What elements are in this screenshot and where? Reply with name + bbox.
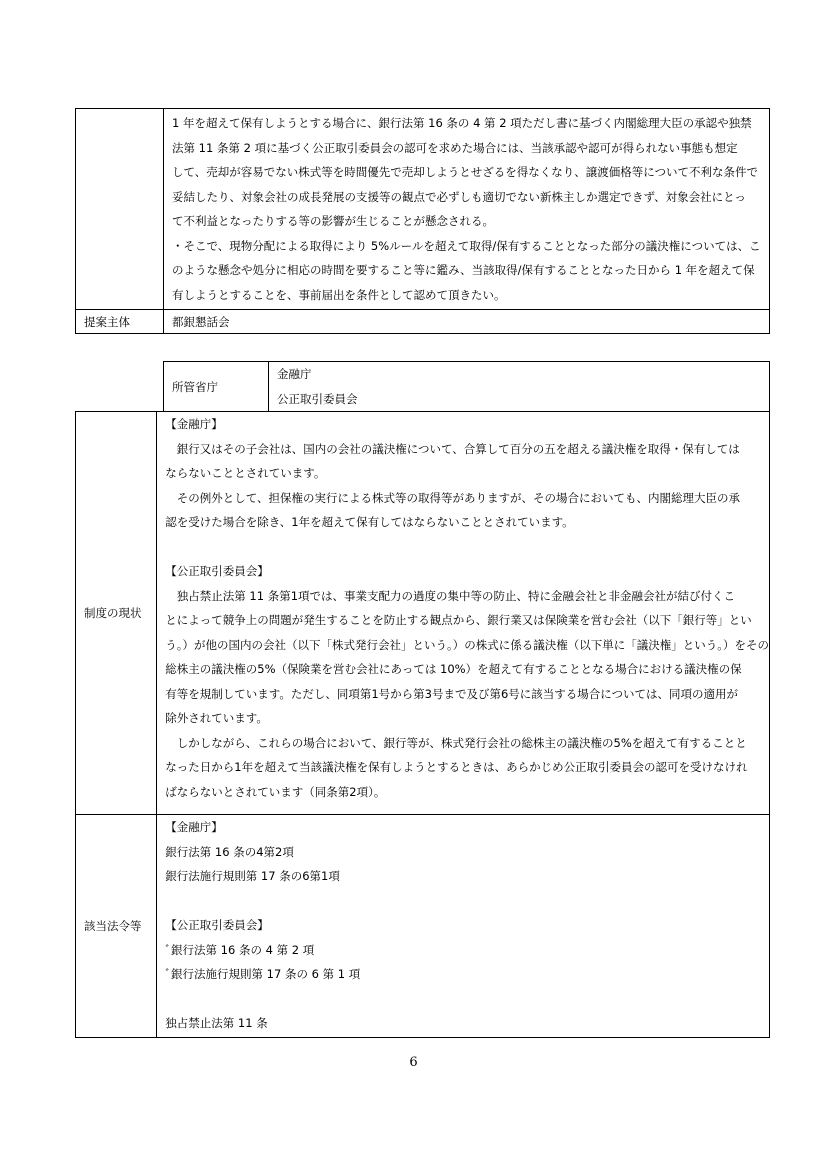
law-line: 独占禁止法第 11 条 xyxy=(165,1016,268,1030)
current-system-line: 銀行又はその子会社は、国内の会社の議決権について、合算して百分の五を超える議決権を取得・保有しては xyxy=(165,441,740,456)
current-system-line: 認を受けた場合を除き、1年を超えて保有してはならないこととされています。 xyxy=(165,515,574,529)
current-system-line: 有等を規制しています。ただし、同項第1号から第3号まで及び第6号に該当する場合については、同項の適用が xyxy=(165,686,739,701)
law-line xyxy=(165,889,769,914)
proposal-text-line: て不利益となったりする等の影響が生じることが懸念される。 xyxy=(172,214,494,228)
ministry-table xyxy=(163,361,770,412)
proposal-text-line: 有しようとすることを、事前届出を条件として認めて頂きたい。 xyxy=(172,287,506,302)
proposal-text-line: のような懸念や処分に相応の時間を要すること等に鑑み、当該取得/保有することとなった日から 1 年を超えて保 xyxy=(172,263,755,277)
law-line: 銀行法施行規則第 17 条の6第1項 xyxy=(165,869,340,883)
proposal-text-line: して、売却が容易でない株式等を時間優先で売却しようとせざるを得なくなり、譲渡価格等について不利な条件で xyxy=(172,165,759,179)
proposal-table xyxy=(75,108,770,334)
current-system-text xyxy=(165,412,769,804)
law-line: 【金融庁】 xyxy=(165,820,223,834)
current-system-line: ならないこととされています。 xyxy=(165,466,326,480)
law-line: 【公正取引委員会】 xyxy=(165,918,269,932)
current-system-line: 総株主の議決権の5%（保険業を営む会社にあっては 10%）を超えて有することとなる場合における議決権の保 xyxy=(165,662,742,676)
proposal-text-line: 法第 11 条第 2 項に基づく公正取引委員会の認可を求めた場合には、当該承認や認可が得られない事態も想定 xyxy=(172,140,738,155)
proposal-text-line: ・そこで、現物分配による取得により 5%ルールを超えて取得/保有することとなった部分の議決権については、こ xyxy=(172,238,761,253)
proposer-value: 都銀懇話会 xyxy=(164,310,770,334)
current-system-line: 独占禁止法第 11 条第1項では、事業支配力の過度の集中等の防止、特に金融会社と非金融会社が結び付くこ xyxy=(165,588,736,603)
ministry-value-2: 公正取引委員会 xyxy=(277,391,358,406)
law-line: ﾞ銀行法第 16 条の 4 第 2 項 xyxy=(165,942,315,957)
current-system-line: とによって競争上の問題が発生することを防止する観点から、銀行業又は保険業を営む会社（以下「銀行等」とい xyxy=(165,613,752,627)
laws-text xyxy=(165,815,769,1036)
current-system-line: 【公正取引委員会】 xyxy=(165,564,269,578)
system-table xyxy=(75,411,770,1038)
law-line: 銀行法第 16 条の4第2項 xyxy=(165,844,294,859)
proposal-detail-text xyxy=(172,111,769,307)
ministry-label: 所管省庁 xyxy=(164,362,269,412)
law-line: ﾞ銀行法施行規則第 17 条の 6 第 1 項 xyxy=(165,967,361,981)
current-system-label: 制度の現状 xyxy=(76,412,157,815)
proposal-detail-cell xyxy=(164,109,770,310)
current-system-line: なった日から1年を超えて当該議決権を保有しようとするときは、あらかじめ公正取引委員会の認可を受けなけれ xyxy=(165,760,748,774)
law-line xyxy=(165,987,769,1012)
page-number: 6 xyxy=(409,1055,418,1070)
current-system-line: ばならないとされています（同条第2項）。 xyxy=(165,784,386,799)
current-system-line: う。）が他の国内の会社（以下「株式発行会社」という。）の株式に係る議決権（以下単に「議決権」という。）をその xyxy=(165,637,769,652)
current-system-line: しかしながら、これらの場合において、銀行等が、株式発行会社の総株主の議決権の5%を超えて有することと xyxy=(165,735,747,750)
current-system-line: 除外されています。 xyxy=(165,711,268,725)
current-system-line: 【金融庁】 xyxy=(165,417,223,431)
current-system-line: その例外として、担保権の実行による株式等の取得等がありますが、その場合においても、内閣総理大臣の承 xyxy=(165,490,741,505)
proposal-text-line: 妥結したり、対象会社の成長発展の支援等の観点で必ずしも適切でない新株主しか選定できず、対象会社にとっ xyxy=(172,189,746,204)
proposer-label: 提案主体 xyxy=(76,310,164,334)
ministry-value-1: 金融庁 xyxy=(277,367,312,381)
current-system-line xyxy=(165,535,769,560)
proposal-text-line: 1 年を超えて保有しようとする場合に、銀行法第 16 条の 4 第 2 項ただし書に基づく内閣総理大臣の承認や独禁 xyxy=(172,116,752,130)
ministry-values-cell xyxy=(269,362,770,412)
laws-label: 該当法令等 xyxy=(76,815,157,1038)
laws-cell xyxy=(157,815,770,1038)
current-system-cell xyxy=(157,412,770,815)
empty-label-cell xyxy=(76,109,164,310)
